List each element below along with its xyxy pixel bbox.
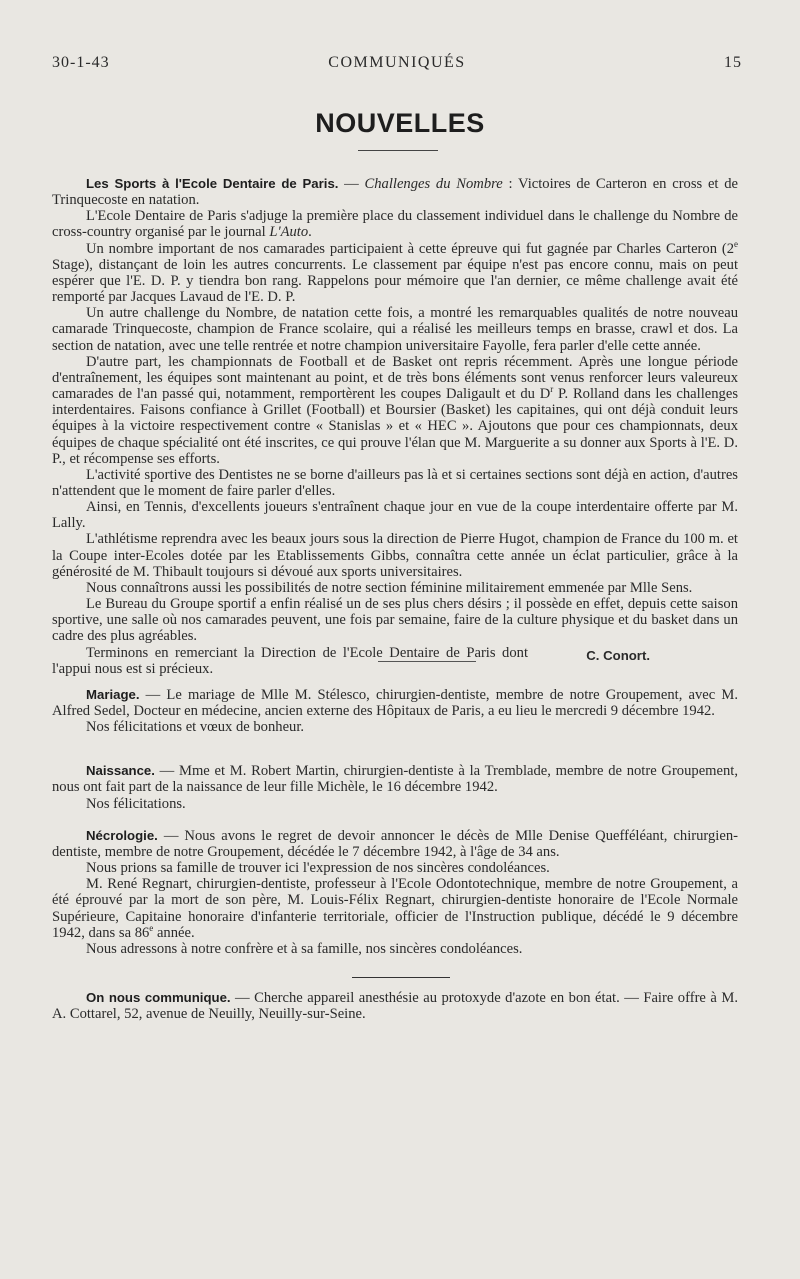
naissance-notice: Naissance. — Mme et M. Robert Martin, chirurgien-dentiste à la Tremblade, membre de notre Groupement, nous ont fait part de la naissance de leur fille Michèle, le 16 décembre 1942. — [52, 763, 739, 796]
author-signature: C. Conort. — [586, 647, 650, 663]
article-body — [52, 176, 738, 1022]
section-title: COMMUNIQUÉS — [328, 54, 466, 71]
page-title: NOUVELLES — [315, 108, 485, 138]
section-divider — [352, 977, 450, 978]
necrologie-condolences: Nous adressons à notre confrère et à sa famille, nos sincères condoléances. — [86, 940, 523, 957]
sports-paragraph: L'Ecole Dentaire de Paris s'adjuge la première place du classement individuel dans le challenge du Nombre de cross-country organisé par le journal L'Auto. — [52, 208, 738, 241]
naissance-heading: Naissance. — [86, 763, 155, 779]
sports-paragraph: Nous connaîtrons aussi les possibilités de notre section féminine militairement emmenée par Mlle Sens. — [86, 579, 693, 596]
page-number: 15 — [724, 54, 742, 71]
page-header — [52, 54, 742, 76]
signature-divider — [378, 661, 476, 662]
issue-date: 30-1-43 — [52, 54, 110, 71]
sports-intro: Les Sports à l'Ecole Dentaire de Paris. — Challenges du Nombre : Victoires de Carteron en cross et de Trinquecoste en natation. — [52, 176, 738, 209]
necrologie-notice: Nécrologie. — Nous avons le regret de devoir annoncer le décès de Mlle Denise Quefféléant, chirurgien-dentiste, membre de notre Groupement, décédée le 7 décembre 1942, à l'âge de 34 ans. — [52, 827, 738, 860]
necrologie-heading: Nécrologie. — [86, 827, 158, 843]
sports-paragraph: Terminons en remerciant la Direction de l'Ecole Dentaire de Paris dont l'appui nous est si précieux. — [52, 644, 528, 677]
naissance-congrats: Nos félicitations. — [86, 795, 186, 812]
sports-paragraph: Ainsi, en Tennis, d'excellents joueurs s'entraînent chaque jour en vue de la coupe interdentaire offerte par M. Lally. — [52, 499, 738, 532]
mariage-heading: Mariage. — [86, 686, 140, 702]
sports-heading: Les Sports à l'Ecole Dentaire de Paris. — [86, 176, 339, 191]
communique-heading: On nous communique. — [86, 990, 231, 1006]
necrologie-paragraph: M. René Regnart, chirurgien-dentiste, professeur à l'Ecole Odontotechnique, membre de notre Groupement, a été éprouvé par la mort de son père, M. Louis-Félix Regnart, chirurgien-dentiste honoraire de l'Ecole Normale Supérieure, Capitaine honoraire d'infanterie territoriale, officier de l'Instruction publique, décédé le 9 décembre 1942, dans sa 86e année. — [52, 876, 738, 941]
mariage-notice: Mariage. — Le mariage de Mlle M. Stélesco, chirurgien-dentiste, membre de notre Groupement, avec M. Alfred Sedel, Docteur en médecine, ancien externe des Hôpitaux de Paris, a eu lieu le mercredi 9 décembre 1942. — [52, 686, 739, 719]
sports-paragraph: L'activité sportive des Dentistes ne se borne d'ailleurs pas là et si certaines sections sont déjà en action, d'autres n'attendent que le moment de faire parler d'elles. — [52, 466, 738, 499]
communique-notice: On nous communique. — Cherche appareil anesthésie au protoxyde d'azote en bon état. — Faire offre à M. A. Cottarel, 52, avenue de Neuilly, Neuilly-sur-Seine. — [52, 990, 738, 1023]
sports-paragraph: Le Bureau du Groupe sportif a enfin réalisé un de ses plus chers désirs ; il possède en effet, depuis cette saison sportive, une salle où nos camarades peuvent, une fois par semaine, faire de la culture physique et du basket dans un cadre des plus agréables. — [52, 596, 738, 645]
sports-closing — [52, 645, 738, 677]
title-divider — [358, 150, 438, 151]
sports-paragraph: Un autre challenge du Nombre, de natation cette fois, a montré les remarquables qualités de notre nouveau camarade Trinquecoste, champion de France scolaire, qui a réalisé les meilleurs temps en brasse, crawl et dos. La section de natation, avec une telle rentrée et notre champion universitaire Fayolle, fera parler d'elle cette année. — [52, 305, 738, 354]
sports-subheading: Challenges du Nombre — [364, 176, 503, 192]
necrologie-condolences: Nous prions sa famille de trouver ici l'expression de nos sincères condoléances. — [86, 860, 550, 877]
sports-paragraph: L'athlétisme reprendra avec les beaux jours sous la direction de Pierre Hugot, champion de France du 100 m. et la Coupe inter-Ecoles dotée par les Etablissements Gibbs, connaîtra cette année un éclat particulier, grâce à la générosité de M. Thibault toujours si dévoué aux sports universitaires. — [52, 531, 738, 580]
sports-paragraph: Un nombre important de nos camarades participaient à cette épreuve qui fut gagnée par Charles Carteron (2e Stage), distançant de loin les autres concurrents. Le classement par équipe n'est pas encore connu, mais on peut espérer que l'E. D. P. y tiendra bon rang. Rappelons pour mémoire que l'an dernier, ce même challenge avait été remporté par Jacques Lavaud de l'E. D. P. — [52, 238, 738, 306]
mariage-congrats: Nos félicitations et vœux de bonheur. — [86, 719, 305, 736]
sports-paragraph: D'autre part, les championnats de Football et de Basket ont repris récemment. Après une longue période d'entraînement, les équipes sont maintenant au point, et de très bons éléments sont venus renforcer leurs valeureux camarades de l'an passé qui, notamment, remportèrent les coupes Daligault et du $D^r$ P. Rolland dans les challenges interdentaires. Faisons confiance à Grillet (Football) et Boursier (Basket) les capitaines, qui ont déjà conduit leurs équipes à la victoire respectivement contre « Stanislas » et « HEC ». Ajoutons que pour ces championnats, deux équipes de chaque spécialité ont été inscrites, ce qui prouve l'élan que M. Marguerite a su donner aux Sports à l'E. D. P., et récompense ses efforts. — [52, 353, 738, 467]
